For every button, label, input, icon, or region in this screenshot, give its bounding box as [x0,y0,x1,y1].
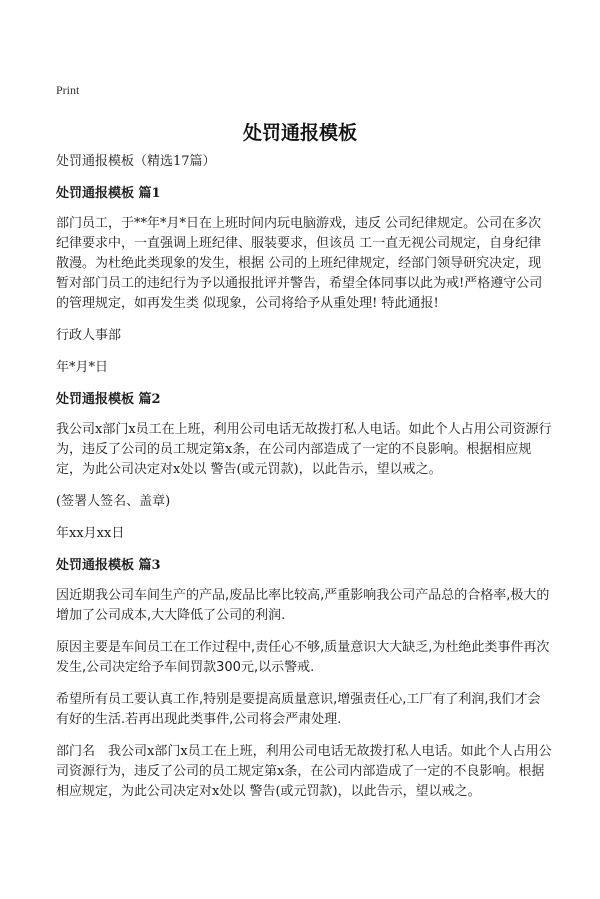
section-1-department: 行政人事部 [56,328,122,343]
section-1-date: 年*月*日 [56,360,109,375]
section-3-paragraph-1: 因近期我公司车间生产的产品,废品比率比较高,严重影响我公司产品总的合格率,极大的增加了公司成本,大大降低了公司的利润. [56,588,550,623]
section-3-paragraph-2: 原因主要是车间员工在工作过程中,责任心不够,质量意识大大缺乏,为杜绝此类事件再次发生,公司决定给予车间罚款300元,以示警戒. [56,640,550,675]
document-body [56,152,552,814]
section-heading-2: 处罚通报模板 篇2 [56,392,161,407]
section-heading-1: 处罚通报模板 篇1 [56,186,161,201]
document-title: 处罚通报模板 [242,122,357,144]
section-2-paragraph-1: 我公司x部门x员工在上班，利用公司电话无故拨打私人电话。如此个人占用公司资源行为，违反了公司的员工规定第x条，在公司内部造成了一定的不良影响。根据相应规定，为此公司决定对x处以 警告(或元罚款)，以此告示，望以戒之。 [56,422,552,477]
document-subtitle: 处罚通报模板（精选17篇） [56,154,216,169]
section-1-paragraph-1: 部门员工，于**年*月*日在上班时间内玩电脑游戏，违反 公司纪律规定。公司在多次纪律要求中，一直强调上班纪律、服装要求，但该员 工一直无视公司规定，自身纪律散漫。为杜绝此类现象的发生，根据 公司的上班纪律规定，经部门领导研究决定，现暂对部门员工的违纪行为予以通报批评并警告，希望全体同事以此为戒!严格遵守公司的管理规定，如再发生类 似现象，公司将给予从重处理! 特此通报! [56,216,543,311]
section-heading-3: 处罚通报模板 篇3 [56,558,161,573]
print-label: Print [56,83,80,97]
section-3-paragraph-4: 部门名 我公司x部门x员工在上班，利用公司电话无故拨打私人电话。如此个人占用公司资源行为，违反了公司的员工规定第x条，在公司内部造成了一定的不良影响。根据相应规定，为此公司决定对x处以 警告(或元罚款)，以此告示，望以戒之。 [56,744,552,799]
section-2-signature: (签署人签名、盖章) [56,494,171,509]
section-2-date: 年xx月xx日 [56,526,125,541]
section-3-paragraph-3: 希望所有员工要认真工作,特别是要提高质量意识,增强责任心,工厂有了利润,我们才会有好的生活.若再出现此类事件,公司将会严肃处理. [56,692,541,727]
